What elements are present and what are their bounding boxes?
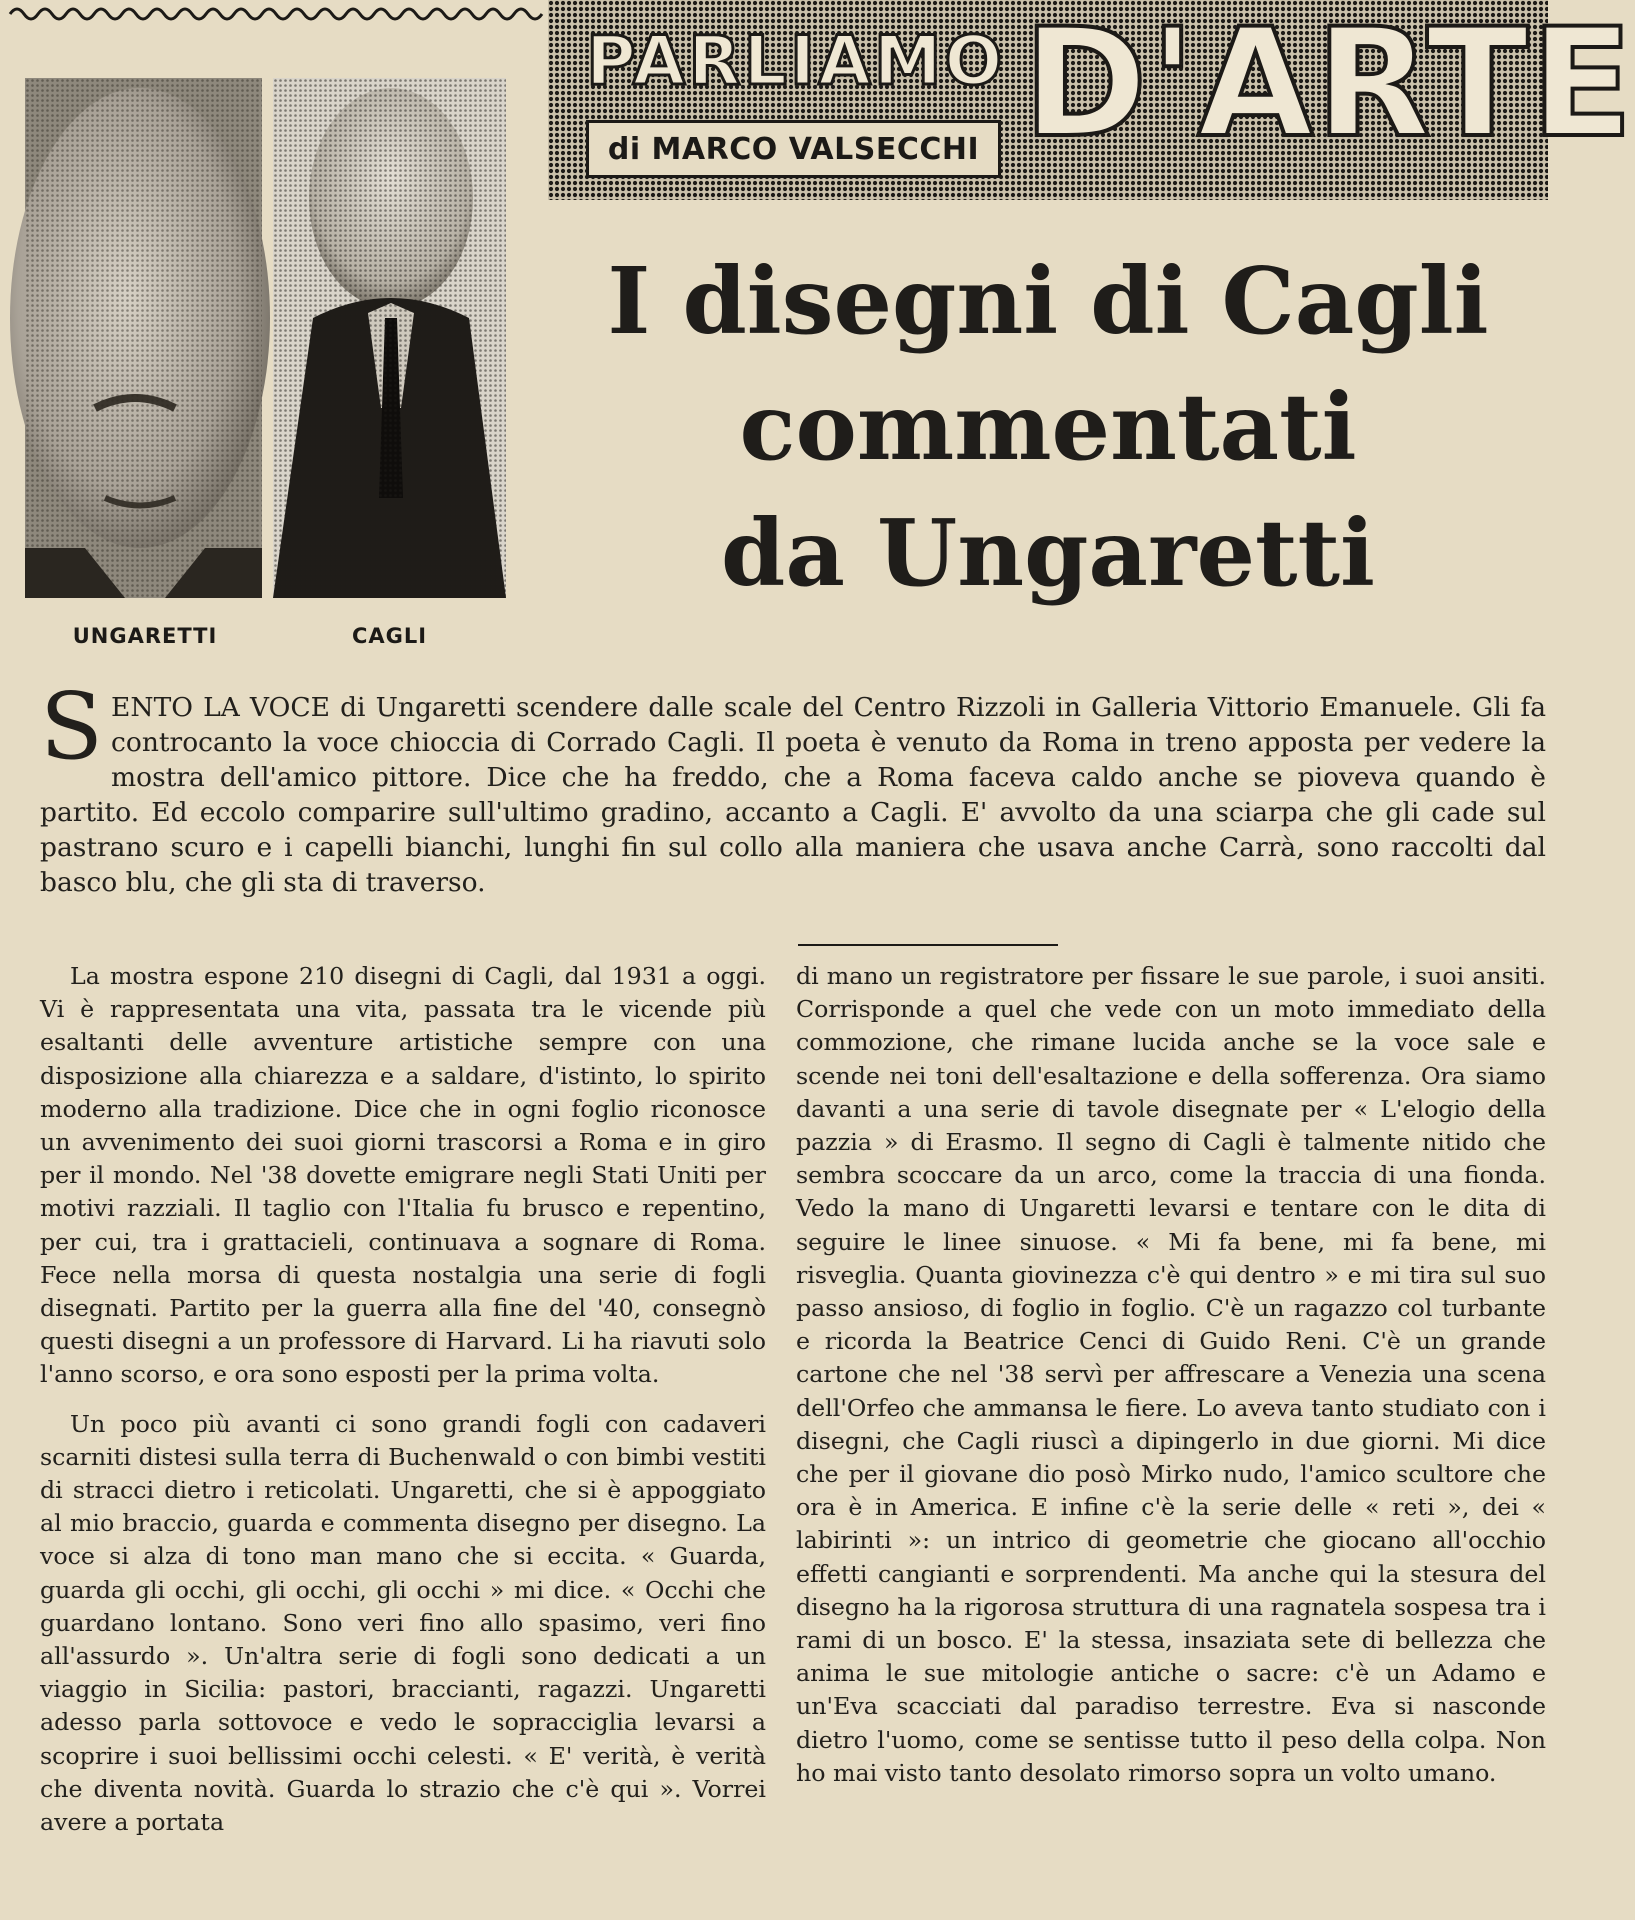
portrait-image [25, 78, 262, 598]
photo-caption-ungaretti: UNGARETTI [72, 624, 218, 648]
article-column-left [40, 960, 766, 1839]
photo-caption-cagli: CAGLI [351, 624, 428, 648]
paragraph: La mostra espone 210 disegni di Cagli, dal 1931 a oggi. Vi è rappresentata una vita, passata tra le vicende più esaltanti delle avventure artistiche sempre con una disposizione alla chiarezza e a saldare, d'istinto, lo spirito moderno alla tradizione. Dice che in ogni foglio riconosce un avvenimento dei suoi giorni trascorsi a Roma e in giro per il mondo. Nel '38 dovette emigrare negli Stati Uniti per motivi razziali. Il taglio con l'Italia fu brusco e repentino, per cui, tra i grattacieli, continuava a sognare di Roma. Fece nella morsa di questa nostalgia una serie di fogli disegnati. Partito per la guerra alla fine del '40, consegnò questi disegni a un professore di Harvard. Li ha riavuti solo l'anno scorso, e ora sono esposti per la prima volta. [40, 962, 766, 1389]
article-column-right [796, 960, 1546, 1790]
headline-line-3: da Ungaretti [721, 499, 1375, 607]
column-divider [798, 944, 1058, 946]
lead-text: di Ungaretti scendere dalle scale del Centro Rizzoli in Galleria Vittorio Emanuele. Gli fa controcanto la voce chioccia di Corrado Cagli. Il poeta è venuto da Roma in treno apposta per vedere la mostra dell'amico pittore. Dice che ha freddo, che a Roma faceva caldo anche se pioveva quando è partito. Ed eccolo comparire sull'ultimo gradino, accanto a Cagli. E' avvolto da una sciarpa che gli cade sul pastrano scuro e i capelli bianchi, lunghi fin sul collo alla maniera che usava anche Carrà, sono raccolti dal basco blu, che gli sta di traverso. [40, 692, 1546, 898]
article-headline [548, 238, 1548, 616]
column-banner [548, 0, 1635, 200]
headline-line-1: I disegni di Cagli [607, 247, 1489, 355]
lead-smallcaps: ENTO LA VOCE [111, 692, 330, 723]
drop-cap: S [40, 673, 104, 780]
lead-paragraph [40, 673, 1546, 900]
wavy-rule [10, 0, 540, 24]
headline-line-2: commentati [739, 373, 1357, 481]
paragraph: di mano un registratore per fissare le sue parole, i suoi ansiti. Corrisponde a quel che vede con un moto immediato della commozione, che rimane lucida anche se la voce sale e scende nei toni dell'esaltazione e della sofferenza. Ora siamo davanti a una serie di tavole disegnate per « L'elogio della pazzia » di Erasmo. Il segno di Cagli è talmente nitido che sembra scoccare da un arco, come la traccia di una fionda. Vedo la mano di Ungaretti levarsi e tentare con le dita di seguire le linee sinuose. « Mi fa bene, mi fa bene, mi risveglia. Quanta giovinezza c'è qui dentro » e mi tira sul suo passo ansioso, di foglio in foglio. C'è un ragazzo col turbante e ricorda la Beatrice Cenci di Guido Reni. C'è un grande cartone che nel '38 servì per affrescare a Venezia una scena dell'Orfeo che ammansa le fiere. Lo aveva tanto studiato con i disegni, che Cagli riuscì a dipingerlo in due giorni. Mi dice che per il giovane dio posò Mirko nudo, l'amico scultore che ora è in America. E infine c'è la serie delle « reti », dei « labirinti »: un intrico di geometrie che giocano all'occhio effetti cangianti e sorprendenti. Ma anche qui la stesura del disegno ha la rigorosa struttura di una ragnatela sospesa tra i rami di un bosco. E' la stessa, insaziata sete di bellezza che anima le sue mitologie antiche o sacre: c'è un Adamo e un'Eva scacciati dal paradiso terrestre. Eva si nasconde dietro l'uomo, come se sentisse tutto il peso della colpa. Non ho mai visto tanto desolato rimorso sopra un volto umano. [796, 962, 1546, 1787]
paragraph: Un poco più avanti ci sono grandi fogli con cadaveri scarniti distesi sulla terra di Buchenwald o con bimbi vestiti di stracci dietro i reticolati. Ungaretti, che si è appoggiato al mio braccio, guarda e commenta disegno per disegno. La voce si alza di tono man mano che si eccita. « Guarda, guarda gli occhi, gli occhi, gli occhi » mi dice. « Occhi che guardano lontano. Sono veri fino allo spasimo, veri fino all'assurdo ». Un'altra serie di fogli sono dedicati a un viaggio in Sicilia: pastori, braccianti, ragazzi. Ungaretti adesso parla sottovoce e vedo le sopracciglia levarsi a scoprire i suoi bellissimi occhi celesti. « E' verità, è verità che diventa novità. Guarda lo strazio che c'è qui ». Vorrei avere a portata [40, 1409, 766, 1837]
photo-cagli [273, 78, 506, 598]
photo-ungaretti [25, 78, 262, 598]
series-title-darte: D'ARTE [1023, 0, 1635, 171]
portrait-image [273, 78, 506, 598]
author-byline: di MARCO VALSECCHI [586, 120, 1001, 178]
series-title-parliamo: PARLIAMO [586, 22, 1006, 101]
